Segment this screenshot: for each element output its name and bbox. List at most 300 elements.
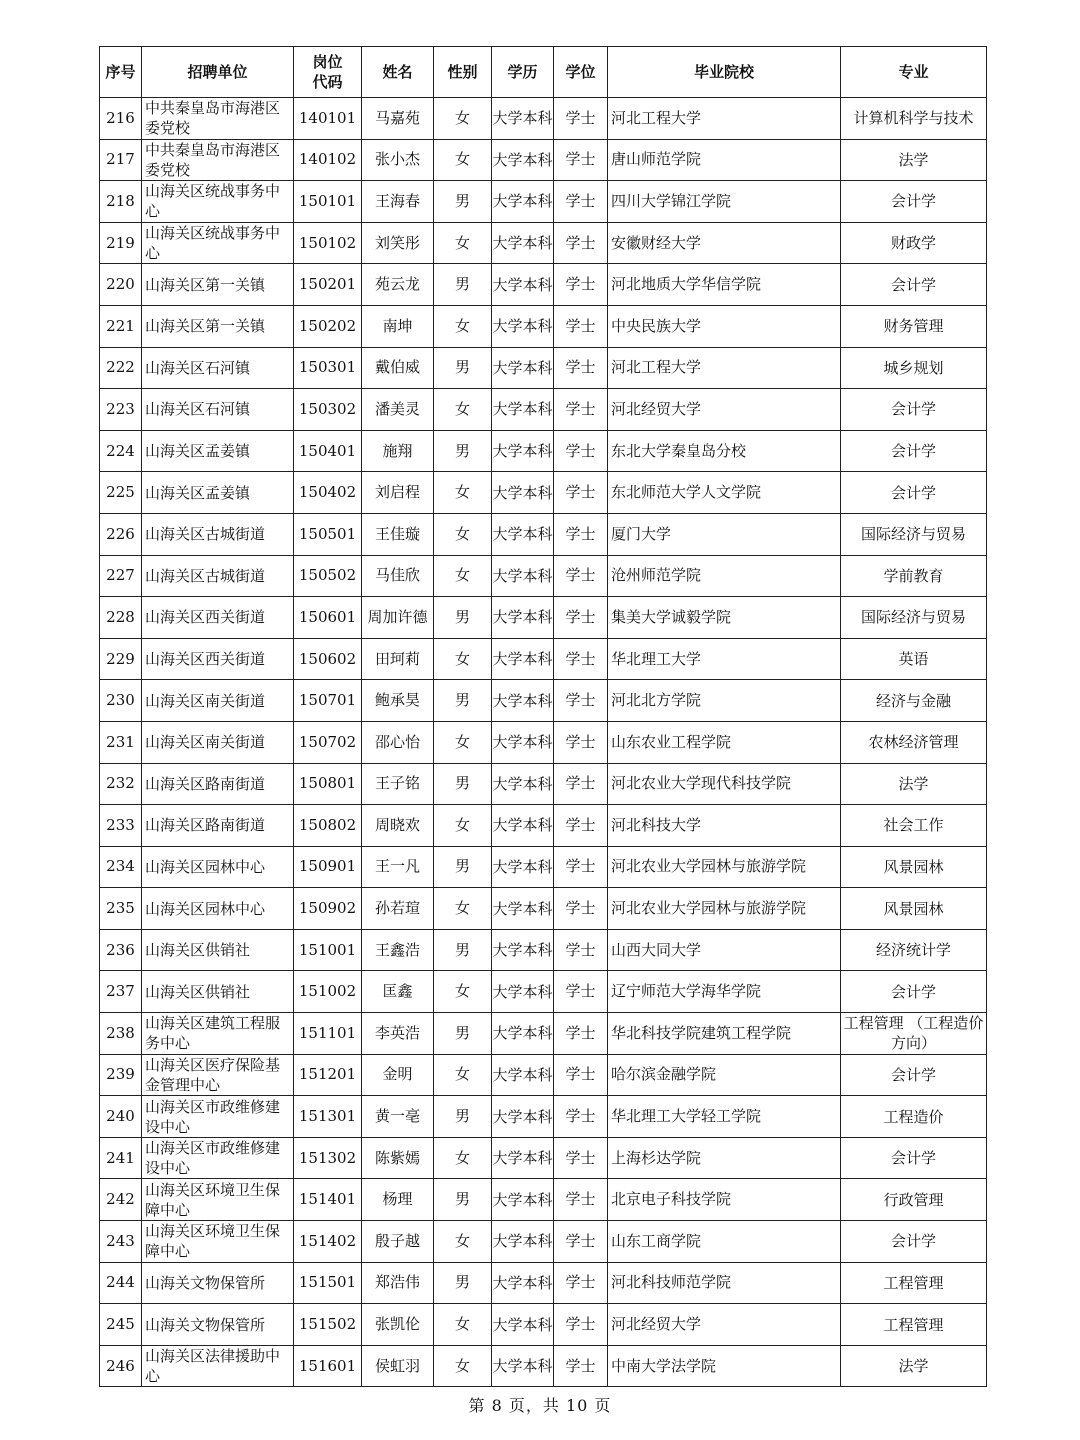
cell-name-text: 鲍承昊 <box>374 691 420 710</box>
cell-school-text: 河北工程大学 <box>611 358 702 377</box>
cell-degree-text: 学士 <box>565 150 596 169</box>
cell-major <box>841 347 987 389</box>
cell-school <box>608 430 841 472</box>
cell-school-text: 哈尔滨金融学院 <box>611 1065 717 1084</box>
cell-major-text: 风景园林 <box>883 857 944 876</box>
cell-unit-text: 山海关区环境卫生保障中心 <box>145 1180 281 1219</box>
cell-major <box>841 721 987 763</box>
cell-degree <box>554 305 608 347</box>
cell-seq <box>100 1221 142 1263</box>
cell-major-text: 工程管理 <box>883 1315 944 1334</box>
cell-degree-text: 学士 <box>565 1107 596 1126</box>
cell-degree-text: 学士 <box>565 1231 596 1250</box>
cell-unit <box>142 1137 294 1179</box>
cell-seq-text: 236 <box>106 940 135 959</box>
cell-gender <box>434 347 492 389</box>
cell-education-text: 大学本科 <box>492 275 553 294</box>
cell-seq <box>100 721 142 763</box>
cell-unit-text: 山海关区孟姜镇 <box>145 483 251 502</box>
cell-school <box>608 347 841 389</box>
cell-code-text: 150101 <box>298 191 357 210</box>
header-code-line2: 代码 <box>312 73 343 91</box>
cell-degree <box>554 181 608 223</box>
cell-major-text: 会计学 <box>890 483 936 502</box>
cell-school <box>608 264 841 306</box>
cell-education <box>492 389 554 431</box>
cell-unit-text: 山海关区园林中心 <box>145 899 266 918</box>
cell-education-text: 大学本科 <box>492 774 553 793</box>
cell-school-text: 唐山师范学院 <box>611 150 702 169</box>
cell-code <box>294 347 362 389</box>
cell-gender-text: 女 <box>454 566 470 585</box>
cell-education <box>492 888 554 930</box>
cell-education <box>492 805 554 847</box>
cell-major-text: 经济统计学 <box>875 941 951 960</box>
cell-code <box>294 1345 362 1387</box>
cell-code <box>294 1137 362 1179</box>
cell-education <box>492 98 554 140</box>
cell-name-text: 殷子越 <box>374 1231 420 1250</box>
cell-seq <box>100 1345 142 1387</box>
cell-code <box>294 222 362 264</box>
cell-school <box>608 888 841 930</box>
cell-name-text: 匡鑫 <box>382 982 413 1001</box>
cell-school <box>608 763 841 805</box>
cell-code <box>294 472 362 514</box>
table-row <box>100 597 987 639</box>
cell-name-text: 田珂莉 <box>374 649 420 668</box>
cell-degree <box>554 1304 608 1346</box>
cell-gender-text: 男 <box>454 358 470 377</box>
cell-school-text: 山东农业工程学院 <box>611 732 732 751</box>
cell-major <box>841 1345 987 1387</box>
cell-name-text: 马佳欣 <box>374 566 420 585</box>
cell-school-text: 东北师范大学人文学院 <box>611 483 762 502</box>
cell-gender <box>434 430 492 472</box>
cell-code-text: 150301 <box>298 358 357 377</box>
cell-degree-text: 学士 <box>565 108 596 127</box>
cell-degree-text: 学士 <box>565 1148 596 1167</box>
cell-degree <box>554 1096 608 1138</box>
cell-education-text: 大学本科 <box>492 358 553 377</box>
cell-school <box>608 638 841 680</box>
cell-degree-text: 学士 <box>565 857 596 876</box>
cell-major <box>841 971 987 1013</box>
cell-major <box>841 222 987 264</box>
cell-major-text: 会计学 <box>890 1149 936 1168</box>
cell-major <box>841 98 987 140</box>
cell-degree <box>554 888 608 930</box>
cell-major <box>841 763 987 805</box>
cell-code <box>294 597 362 639</box>
cell-code <box>294 805 362 847</box>
cell-code <box>294 98 362 140</box>
table-row <box>100 805 987 847</box>
cell-major <box>841 1304 987 1346</box>
header-cell-gender: 性别 <box>434 47 492 98</box>
cell-unit-text: 中共秦皇岛市海港区委党校 <box>145 99 281 138</box>
cell-name-text: 郑浩伟 <box>374 1273 420 1292</box>
cell-education-text: 大学本科 <box>492 109 553 128</box>
cell-education <box>492 305 554 347</box>
cell-name-text: 施翔 <box>382 441 413 460</box>
cell-education-text: 大学本科 <box>492 650 553 669</box>
cell-gender <box>434 305 492 347</box>
cell-name-text: 孙若瑄 <box>374 899 420 918</box>
cell-name <box>362 597 434 639</box>
cell-school <box>608 1304 841 1346</box>
cell-school-text: 河北科技师范学院 <box>611 1273 732 1292</box>
cell-gender <box>434 181 492 223</box>
cell-gender <box>434 139 492 181</box>
cell-seq <box>100 1096 142 1138</box>
cell-seq-text: 244 <box>106 1273 135 1292</box>
cell-code-text: 150102 <box>298 233 357 252</box>
cell-unit-text: 山海关区西关街道 <box>145 608 266 627</box>
cell-major-text: 工程造价 <box>883 1107 944 1126</box>
cell-seq <box>100 888 142 930</box>
cell-seq <box>100 846 142 888</box>
cell-degree-text: 学士 <box>565 774 596 793</box>
cell-gender-text: 女 <box>454 524 470 543</box>
cell-gender-text: 女 <box>454 649 470 668</box>
cell-gender-text: 女 <box>454 108 470 127</box>
cell-code <box>294 555 362 597</box>
cell-school-text: 河北科技大学 <box>611 815 702 834</box>
cell-seq <box>100 597 142 639</box>
cell-unit <box>142 888 294 930</box>
cell-major <box>841 472 987 514</box>
cell-name <box>362 1304 434 1346</box>
cell-name <box>362 763 434 805</box>
cell-education-text: 大学本科 <box>492 1315 553 1334</box>
cell-name-text: 李英浩 <box>374 1023 420 1042</box>
cell-code <box>294 1054 362 1096</box>
cell-seq <box>100 638 142 680</box>
cell-name-text: 杨理 <box>382 1190 413 1209</box>
cell-name-text: 周加许德 <box>367 607 428 626</box>
cell-gender-text: 男 <box>454 774 470 793</box>
cell-education-text: 大学本科 <box>492 1273 553 1292</box>
cell-degree-text: 学士 <box>565 316 596 335</box>
cell-degree <box>554 1345 608 1387</box>
cell-education <box>492 721 554 763</box>
cell-seq <box>100 1013 142 1055</box>
cell-school-text: 河北北方学院 <box>611 691 702 710</box>
cell-major <box>841 1221 987 1263</box>
cell-gender-text: 男 <box>454 1023 470 1042</box>
table-row <box>100 430 987 472</box>
cell-code-text: 150602 <box>298 649 357 668</box>
cell-name <box>362 430 434 472</box>
cell-education-text: 大学本科 <box>492 608 553 627</box>
cell-seq-text: 225 <box>106 483 135 502</box>
cell-education-text: 大学本科 <box>492 234 553 253</box>
header-cell-unit: 招聘单位 <box>142 47 294 98</box>
cell-name-text: 王一凡 <box>374 857 420 876</box>
cell-name <box>362 1179 434 1221</box>
cell-education-text: 大学本科 <box>492 1232 553 1251</box>
cell-school <box>608 929 841 971</box>
cell-code <box>294 763 362 805</box>
cell-unit-text: 山海关区古城街道 <box>145 566 266 585</box>
cell-unit-text: 山海关区路南街道 <box>145 816 266 835</box>
table-row <box>100 1345 987 1387</box>
cell-seq <box>100 513 142 555</box>
cell-seq-text: 231 <box>106 732 135 751</box>
cell-education <box>492 472 554 514</box>
cell-major <box>841 680 987 722</box>
cell-name-text: 潘美灵 <box>374 399 420 418</box>
table-row <box>100 1304 987 1346</box>
cell-unit <box>142 1096 294 1138</box>
cell-degree-text: 学士 <box>565 441 596 460</box>
cell-degree <box>554 597 608 639</box>
header-code-line1: 岗位 <box>312 53 343 71</box>
cell-degree-text: 学士 <box>565 1065 596 1084</box>
cell-seq-text: 233 <box>106 815 135 834</box>
cell-unit-text: 山海关区统战事务中心 <box>145 182 281 221</box>
header-cell-major: 专业 <box>841 47 987 98</box>
cell-gender-text: 女 <box>454 1231 470 1250</box>
cell-major <box>841 1013 987 1055</box>
cell-code-text: 150202 <box>298 316 357 335</box>
cell-seq <box>100 389 142 431</box>
header-cell-seq: 序号 <box>100 47 142 98</box>
cell-school-text: 集美大学诚毅学院 <box>611 607 732 626</box>
cell-seq-text: 223 <box>106 399 135 418</box>
cell-degree-text: 学士 <box>565 399 596 418</box>
cell-major-text: 会计学 <box>890 275 936 294</box>
cell-degree <box>554 1054 608 1096</box>
cell-school <box>608 555 841 597</box>
cell-code-text: 151002 <box>298 982 357 1001</box>
cell-major <box>841 888 987 930</box>
cell-name-text: 王海春 <box>374 191 420 210</box>
cell-seq-text: 245 <box>106 1315 135 1334</box>
cell-gender <box>434 1179 492 1221</box>
cell-school <box>608 472 841 514</box>
cell-education <box>492 139 554 181</box>
cell-unit-text: 山海关区统战事务中心 <box>145 224 281 263</box>
cell-school <box>608 222 841 264</box>
cell-unit <box>142 1345 294 1387</box>
cell-name-text: 张小杰 <box>374 150 420 169</box>
cell-seq-text: 234 <box>106 857 135 876</box>
cell-unit-text: 山海关区市政维修建设中心 <box>145 1139 281 1178</box>
cell-education-text: 大学本科 <box>492 1149 553 1168</box>
cell-code-text: 150901 <box>298 857 357 876</box>
cell-school <box>608 139 841 181</box>
cell-gender <box>434 1262 492 1304</box>
cell-school <box>608 389 841 431</box>
cell-degree-text: 学士 <box>565 1190 596 1209</box>
cell-major-text: 财政学 <box>890 234 936 253</box>
header-row <box>100 47 987 98</box>
cell-unit <box>142 1262 294 1304</box>
cell-code <box>294 430 362 472</box>
cell-name <box>362 98 434 140</box>
cell-degree <box>554 971 608 1013</box>
cell-name <box>362 139 434 181</box>
cell-school-text: 河北工程大学 <box>611 108 702 127</box>
cell-school <box>608 1262 841 1304</box>
cell-unit-text: 山海关区供销社 <box>145 941 251 960</box>
cell-unit <box>142 264 294 306</box>
cell-school <box>608 1054 841 1096</box>
cell-major-text: 会计学 <box>890 1065 936 1084</box>
cell-gender <box>434 805 492 847</box>
cell-gender <box>434 513 492 555</box>
cell-code-text: 151302 <box>298 1148 357 1167</box>
cell-name-text: 金明 <box>382 1065 413 1084</box>
cell-education-text: 大学本科 <box>492 1190 553 1209</box>
cell-degree <box>554 347 608 389</box>
cell-degree-text: 学士 <box>565 732 596 751</box>
cell-seq-text: 226 <box>106 524 135 543</box>
cell-gender <box>434 971 492 1013</box>
cell-unit-text: 山海关文物保管所 <box>145 1273 266 1292</box>
cell-unit-text: 中共秦皇岛市海港区委党校 <box>145 140 281 179</box>
cell-degree <box>554 513 608 555</box>
cell-name-text: 邵心怡 <box>374 732 420 751</box>
cell-unit-text: 山海关区供销社 <box>145 982 251 1001</box>
cell-gender <box>434 1304 492 1346</box>
cell-name <box>362 846 434 888</box>
cell-major <box>841 1262 987 1304</box>
table-row <box>100 1054 987 1096</box>
cell-gender-text: 男 <box>454 1273 470 1292</box>
page-number: 第 8 页，共 10 页 <box>468 1396 612 1415</box>
cell-code-text: 151402 <box>298 1231 357 1250</box>
cell-name <box>362 181 434 223</box>
cell-education <box>492 181 554 223</box>
header-cell-education: 学历 <box>492 47 554 98</box>
table-row <box>100 139 987 181</box>
cell-unit <box>142 1179 294 1221</box>
cell-name-text: 马嘉苑 <box>374 108 420 127</box>
cell-school <box>608 1013 841 1055</box>
cell-seq <box>100 1137 142 1179</box>
cell-education-text: 大学本科 <box>492 192 553 211</box>
cell-school-text: 河北经贸大学 <box>611 1315 702 1334</box>
cell-name-text: 张凯伦 <box>374 1315 420 1334</box>
cell-code-text: 150802 <box>298 815 357 834</box>
cell-name-text: 王鑫浩 <box>374 940 420 959</box>
cell-education-text: 大学本科 <box>492 1107 553 1126</box>
table-row <box>100 1221 987 1263</box>
cell-degree-text: 学士 <box>565 649 596 668</box>
cell-gender-text: 男 <box>454 857 470 876</box>
cell-degree <box>554 472 608 514</box>
cell-code <box>294 1013 362 1055</box>
cell-education <box>492 638 554 680</box>
cell-education-text: 大学本科 <box>492 317 553 336</box>
cell-degree-text: 学士 <box>565 483 596 502</box>
cell-major-text: 国际经济与贸易 <box>860 608 966 627</box>
cell-unit <box>142 680 294 722</box>
header-cell-name: 姓名 <box>362 47 434 98</box>
cell-gender-text: 女 <box>454 150 470 169</box>
cell-school-text: 山东工商学院 <box>611 1231 702 1250</box>
table-row <box>100 888 987 930</box>
cell-gender-text: 女 <box>454 399 470 418</box>
cell-unit-text: 山海关区古城街道 <box>145 525 266 544</box>
table-row <box>100 181 987 223</box>
table-row <box>100 98 987 140</box>
cell-school-text: 河北农业大学园林与旅游学院 <box>611 857 807 876</box>
table-row <box>100 513 987 555</box>
cell-code <box>294 389 362 431</box>
cell-education <box>492 347 554 389</box>
table-row <box>100 1137 987 1179</box>
cell-education-text: 大学本科 <box>492 483 553 502</box>
cell-school-text: 河北经贸大学 <box>611 399 702 418</box>
table-row <box>100 305 987 347</box>
cell-code-text: 151601 <box>298 1356 357 1375</box>
cell-code-text: 150502 <box>298 566 357 585</box>
table-row <box>100 929 987 971</box>
cell-unit <box>142 1221 294 1263</box>
cell-degree <box>554 1221 608 1263</box>
cell-gender-text: 男 <box>454 607 470 626</box>
cell-unit <box>142 846 294 888</box>
cell-degree-text: 学士 <box>565 982 596 1001</box>
cell-education <box>492 222 554 264</box>
cell-unit <box>142 389 294 431</box>
cell-gender-text: 女 <box>454 732 470 751</box>
cell-code <box>294 1304 362 1346</box>
cell-school <box>608 805 841 847</box>
cell-gender <box>434 1054 492 1096</box>
cell-seq-text: 235 <box>106 899 135 918</box>
cell-unit <box>142 181 294 223</box>
table-row <box>100 763 987 805</box>
cell-unit <box>142 222 294 264</box>
cell-gender <box>434 680 492 722</box>
cell-name-text: 刘启程 <box>374 483 420 502</box>
cell-seq <box>100 555 142 597</box>
cell-code <box>294 1221 362 1263</box>
cell-education <box>492 1304 554 1346</box>
cell-code <box>294 971 362 1013</box>
cell-code <box>294 181 362 223</box>
cell-seq-text: 230 <box>106 691 135 710</box>
cell-code <box>294 721 362 763</box>
cell-gender-text: 男 <box>454 1190 470 1209</box>
cell-gender <box>434 1013 492 1055</box>
cell-unit-text: 山海关区石河镇 <box>145 358 251 377</box>
cell-degree-text: 学士 <box>565 1315 596 1334</box>
cell-education-text: 大学本科 <box>492 733 553 752</box>
cell-education <box>492 1179 554 1221</box>
cell-unit <box>142 430 294 472</box>
cell-major <box>841 181 987 223</box>
cell-code <box>294 846 362 888</box>
table-row <box>100 971 987 1013</box>
cell-seq-text: 232 <box>106 774 135 793</box>
cell-seq-text: 237 <box>106 982 135 1001</box>
cell-name-text: 侯虹羽 <box>374 1356 420 1375</box>
cell-degree-text: 学士 <box>565 1023 596 1042</box>
cell-unit <box>142 347 294 389</box>
cell-degree <box>554 805 608 847</box>
cell-code-text: 150601 <box>298 607 357 626</box>
cell-seq-text: 229 <box>106 649 135 668</box>
cell-name <box>362 805 434 847</box>
cell-major <box>841 1137 987 1179</box>
cell-education <box>492 1137 554 1179</box>
